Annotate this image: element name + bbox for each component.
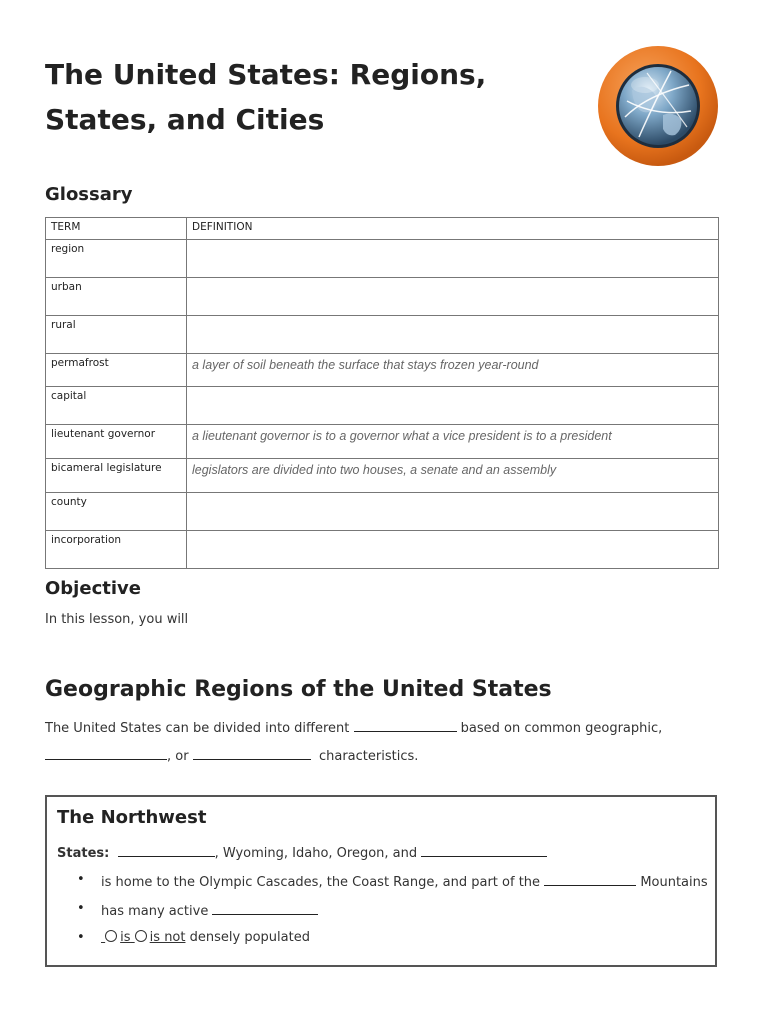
regions-blank-3[interactable] <box>193 746 311 760</box>
regions-line1-end: based on common geographic, <box>460 721 663 736</box>
states-line <box>57 843 547 861</box>
bullet-dot: • <box>77 930 85 945</box>
term-cell: lieutenant governor <box>46 425 187 459</box>
page-title: The United States: Regions, States, and Cities <box>45 58 487 136</box>
is-radio[interactable] <box>105 930 117 942</box>
term-cell: bicameral legislature <box>46 459 187 493</box>
bullet-line-2 <box>101 901 318 919</box>
states-label: States: <box>57 846 110 861</box>
definition-cell[interactable] <box>187 278 719 316</box>
term-cell: capital <box>46 387 187 425</box>
globe-logo-icon <box>597 45 719 167</box>
table-row <box>46 278 719 316</box>
objective-text: In this lesson, you will <box>45 612 189 627</box>
objective-heading: Objective <box>45 578 141 599</box>
regions-sentence-line2 <box>45 746 418 764</box>
bullet1-text: is home to the Olympic Cascades, the Coast Range, and part of the <box>101 875 541 890</box>
bullet-dot: • <box>77 872 85 887</box>
regions-blank-1[interactable] <box>354 718 457 732</box>
glossary-heading: Glossary <box>45 184 133 205</box>
regions-sentence-line1 <box>45 718 662 736</box>
regions-line2-mid: , or <box>167 749 189 764</box>
term-column-header: TERM <box>46 218 187 240</box>
is-label: is <box>120 930 131 945</box>
regions-line2-end: characteristics. <box>318 749 419 764</box>
table-row <box>46 493 719 531</box>
regions-blank-2[interactable] <box>45 746 167 760</box>
is-not-radio[interactable] <box>135 930 147 942</box>
term-cell: incorporation <box>46 531 187 569</box>
table-row <box>46 459 719 493</box>
bullet-dot: • <box>77 901 85 916</box>
regions-line1-start: The United States can be divided into different <box>45 721 350 736</box>
definition-cell: legislators are divided into two houses, a senate and an assembly <box>187 459 719 493</box>
table-row <box>46 316 719 354</box>
term-cell: urban <box>46 278 187 316</box>
definition-cell[interactable] <box>187 240 719 278</box>
definition-cell[interactable] <box>187 387 719 425</box>
states-text: , Wyoming, Idaho, Oregon, and <box>214 846 418 861</box>
definition-cell[interactable] <box>187 316 719 354</box>
is-not-label: is not <box>149 930 186 945</box>
active-blank[interactable] <box>212 901 318 915</box>
table-row <box>46 354 719 387</box>
definition-column-header: DEFINITION <box>187 218 719 240</box>
states-blank-1[interactable] <box>118 843 215 857</box>
term-cell: region <box>46 240 187 278</box>
glossary-table <box>45 217 719 569</box>
table-row <box>46 425 719 459</box>
mountains-blank[interactable] <box>544 872 636 886</box>
definition-cell[interactable] <box>187 493 719 531</box>
northwest-box <box>45 795 717 967</box>
term-cell: rural <box>46 316 187 354</box>
regions-heading: Geographic Regions of the United States <box>45 677 552 702</box>
definition-cell[interactable] <box>187 531 719 569</box>
definition-cell: a lieutenant governor is to a governor what a vice president is to a president <box>187 425 719 459</box>
term-cell: county <box>46 493 187 531</box>
northwest-heading: The Northwest <box>57 807 207 828</box>
table-row <box>46 240 719 278</box>
definition-cell: a layer of soil beneath the surface that stays frozen year-round <box>187 354 719 387</box>
bullet2-text: has many active <box>101 904 209 919</box>
states-blank-2[interactable] <box>421 843 547 857</box>
table-row <box>46 387 719 425</box>
term-cell: permafrost <box>46 354 187 387</box>
bullet3-text: densely populated <box>189 930 310 945</box>
bullet-line-3 <box>101 930 310 945</box>
bullet1-end: Mountains <box>640 875 708 890</box>
bullet-line-1 <box>101 872 708 890</box>
table-row <box>46 531 719 569</box>
